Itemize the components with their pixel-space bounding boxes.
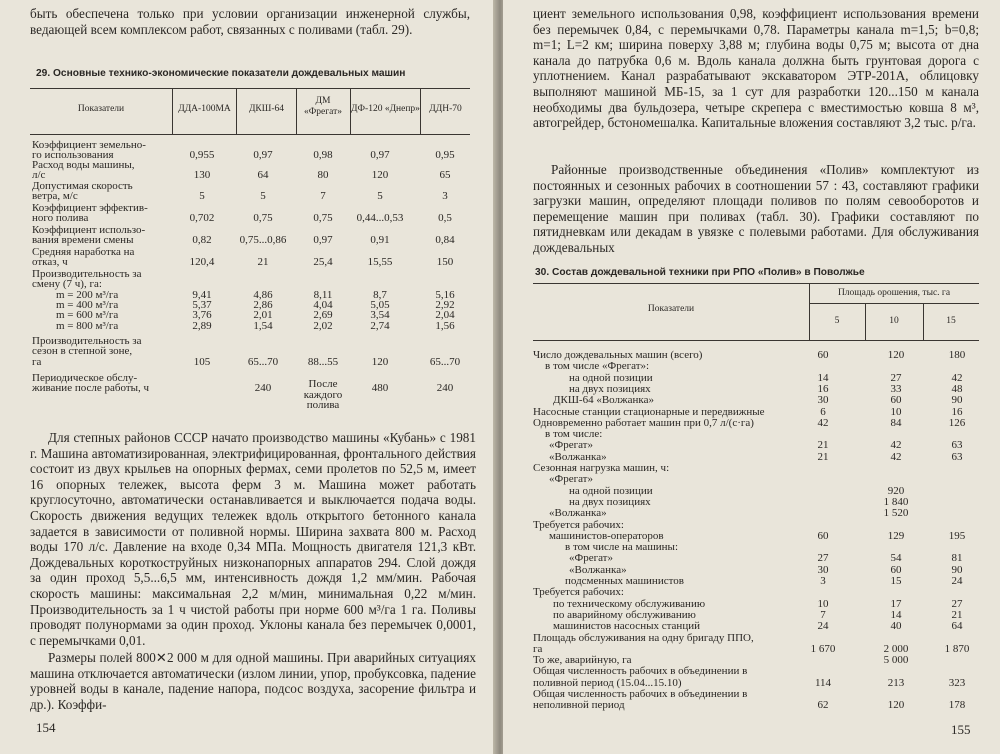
table-29-row-label: л/с <box>32 169 46 182</box>
page-number-right: 155 <box>951 722 971 737</box>
table-29-cell: 2,69 <box>313 309 333 321</box>
table-30-row-label: Одновременно работает машин при 0,7 л/(с·га) <box>533 416 754 429</box>
table-30-row-label: подсменных машинистов <box>565 575 684 587</box>
table-29-cell: 0,84 <box>435 234 455 247</box>
table-30-cell: 14 <box>817 371 829 384</box>
table-29-row-label: Допустимая скорость <box>32 180 133 192</box>
table-29-row-label: m = 800 м³/га <box>56 320 119 332</box>
table-30-row-label: Сезонная нагрузка машин, ч: <box>533 462 670 474</box>
table-29-cell: 0,82 <box>192 234 212 247</box>
table-29-cell: 120 <box>371 169 389 182</box>
table-29-row-label: Коэффициент эффектив- <box>32 202 148 214</box>
table-30-cell: 48 <box>951 382 963 395</box>
table-29-cell: 130 <box>193 169 211 182</box>
table-29-title: 29. Основные технико-экономические показатели дождевальных машин <box>36 68 406 79</box>
table-30-cell: 81 <box>951 552 963 565</box>
table-30-cell: 1 870 <box>944 642 970 655</box>
table-29-col-header: ДМ «Фрегат» <box>304 96 342 117</box>
table-30-cell: 120 <box>887 349 905 361</box>
table-29-row-label: Производительность за <box>32 335 142 347</box>
table-30-cell: 24 <box>951 575 963 587</box>
table-30-cell: 42 <box>817 416 829 429</box>
right-second-paragraph: Районные производственные объединения «Полив» комплектуют из постоянных и сезонных рабочих в соотношении 57 : 43, составляют графики загрузки машин, определяют площади поливов по полям севооборотов и перемещение машин при поливах (табл. 30). Графики составляют по пятидневкам или декадам в увязке с полевыми работами. Для обслуживания дождевальных <box>533 162 979 255</box>
table-30-row-label: «Фрегат» <box>549 439 593 452</box>
table-29-row-label: Расход воды машины, <box>32 159 135 171</box>
table-29-cell: 65...70 <box>429 355 461 368</box>
table-30-cell: 16 <box>951 405 963 418</box>
right-page <box>503 0 1000 754</box>
table-30-row-label: «Волжанка» <box>549 450 607 463</box>
table-30-row-label: на одной позиции <box>569 371 653 384</box>
table-30-header-rule <box>533 340 979 341</box>
table-30-row-label: Требуется рабочих: <box>533 586 624 599</box>
table-29-top-rule <box>30 88 470 89</box>
table-30-cell: 17 <box>890 597 902 610</box>
table-29-cell: 65 <box>439 169 451 182</box>
table-29-row-label: га <box>32 355 42 368</box>
table-29-cell: 1,56 <box>435 320 455 332</box>
table-30-row-label: То же, аварийную, га <box>533 654 632 667</box>
table-30-cell: 54 <box>890 552 902 565</box>
table-29-row-label: Периодическое обслу- <box>32 372 138 384</box>
table-30-row-label: Общая численность рабочих в объединении в <box>533 688 748 700</box>
table-29-cell: 4,86 <box>253 289 273 301</box>
table-30-cell: 10 <box>817 597 829 610</box>
table-30-row-label: в том числе «Фрегат»: <box>545 360 650 373</box>
table-30-title: 30. Состав дождевальной техники при РПО «Полив» в Поволжье <box>535 267 865 278</box>
table-29-cell: 240 <box>436 382 454 395</box>
table-29-header-param: Показатели <box>77 104 125 114</box>
table-29-cell: 120 <box>371 355 389 368</box>
table-29-cell: 21 <box>257 256 269 269</box>
table-29-row-label: m = 600 м³/га <box>56 309 119 321</box>
table-30-col-header: 5 <box>834 316 840 326</box>
table-30-row-label: на двух позициях <box>569 382 651 395</box>
table-30-row-label: в том числе на машины: <box>565 541 679 554</box>
left-top-text: быть обеспечена только при условии организации инженерной службы, ведающей всем комплексом работ, связанных с поливами (табл. 29). <box>30 6 470 37</box>
table-30-cell: 323 <box>948 676 966 689</box>
table-29-row-label: m = 400 м³/га <box>56 299 119 311</box>
table-30-row-label: машинистов насосных станций <box>553 620 700 633</box>
table-29-cell: 0,75 <box>313 212 333 225</box>
table-30-cell: 42 <box>890 439 902 452</box>
table-30-cell: 14 <box>890 608 902 621</box>
table-29-cell: 0,44...0,53 <box>356 212 404 225</box>
table-30-cell: 10 <box>890 405 902 418</box>
table-30-cell: 16 <box>817 382 829 395</box>
left-body-paragraph: Размеры полей 800✕2 000 м для одной машины. При аварийных ситуациях машина отключается автоматически (излом линии, упор, пробуксовка, падение уровней воды в канале, падение напора, подсос воздуха, засорение фильтра и др.). Коэффи- <box>30 650 476 712</box>
table-30-cell: 2 000 <box>883 642 909 655</box>
table-30-top-rule <box>533 283 979 284</box>
table-29-cell: 8,11 <box>313 289 333 301</box>
table-29-header-rule <box>30 134 470 135</box>
table-30-cell: 6 <box>820 405 826 418</box>
table-30-group-rule <box>809 303 979 304</box>
table-29-cell: 5 <box>260 190 266 203</box>
table-29-cell: 240 <box>254 382 272 395</box>
table-29-col-header: ДКШ-64 <box>248 104 285 114</box>
table-29-cell: 25,4 <box>313 256 333 269</box>
table-30-cell: 195 <box>948 529 966 542</box>
table-30-cell: 63 <box>951 439 963 452</box>
table-29-cell: 65...70 <box>247 355 279 368</box>
table-30-cell: 33 <box>890 382 902 395</box>
table-29-cell: 3 <box>442 190 448 203</box>
left-body-paragraph: Для степных районов СССР начато производство машины «Кубань» с 1981 г. Машина автоматизированная, электрифицированная, фронтального действия состоит из двух крыльев на опорных фермах, семи пролетов по 52,5 м, имеет 16 опорных тележек, высота ферм 3 м. Машина может работать круглосуточно, автоматически останавливается и выключается подача воды. Скорость движения ведущих тележек вдоль открытого бетонного канала задается в зависимости от поливной нормы. Ширина захвата 800 м. Расход воды 170 л/с. Давление на входе 0,34 МПа. Мощность двигателя 121,3 кВт. Дождевальных короткоструйных низконапорных аппаратов 294. Слой дождя за один проход 5,5...6,5 мм, интенсивность дождя 1,2 мм/мин. Рабочая скорость машины: максимальная 2,2 м/мин, минимальная 0,22 м/мин. Производительность за 1 ч чистой работы при норме 600 м³/га 1 га. Поливы проводят полунормами за один проход. Уклоны канала без перемычек 0,0001, с перемычками 0,01. <box>30 430 476 648</box>
table-30-row-label: машинистов-операторов <box>549 529 664 542</box>
table-30-cell: 129 <box>887 529 905 542</box>
table-29-cell: 0,75 <box>253 212 273 225</box>
table-30-cell: 27 <box>890 371 902 384</box>
table-29-cell: 0,97 <box>253 149 273 162</box>
table-30-row-label: «Фрегат» <box>569 552 613 565</box>
table-29-cell: 1,54 <box>253 320 273 332</box>
table-29-cell: 0,97 <box>313 234 333 247</box>
table-29-cell: После каждого полива <box>303 378 343 411</box>
right-top-text: циент земельного использования 0,98, коэффициент использования времени без перемычек 0,84, с перемычками 0,78. Параметры канала m=1,5; b=0,8; m=1; L=2 км; ширина поверху 3,88 м; глубина воды 0,75 м; высота от дна канала до патрубка 0,6 м. Вдоль канала должна быть грунтовая дорога с уплотнением. Канал разрабатывают экскаватором ЭТР-201А, облицовку выполняют машиной МБ-15, за 1 сут для разработки 120...150 м канала необходимы два бульдозера, четыре скрепера с вместимостью ковша 8 м³, автогрейдер, бстономешалка. Капитальные вложения составляют 3,2 тыс. р/га. <box>533 6 979 131</box>
table-29-cell: 15,55 <box>367 256 393 269</box>
table-29-cell: 150 <box>436 256 454 269</box>
table-30-cell: 60 <box>890 563 902 576</box>
table-30-row-label: на одной позиции <box>569 484 653 497</box>
table-29-cell: 5 <box>377 190 383 203</box>
table-30-row-label: «Волжанка» <box>569 563 627 576</box>
table-30-row-label: «Фрегат» <box>549 473 593 486</box>
table-29-cell: 0,702 <box>189 212 215 225</box>
table-30-cell: 64 <box>951 620 963 633</box>
table-29-row-label: ного полива <box>32 212 89 225</box>
table-29-cell: 88...55 <box>307 355 339 368</box>
table-29-cell: 2,92 <box>435 299 455 311</box>
table-29-cell: 3,54 <box>370 309 390 321</box>
table-30-row-label: по аварийному обслуживанию <box>553 608 696 621</box>
table-30-row-label: по техническому обслуживанию <box>553 597 706 610</box>
table-29-cell: 5,16 <box>435 289 455 301</box>
table-29-row-label: сезон в степной зоне, <box>32 345 133 358</box>
table-30-cell: 15 <box>890 575 902 587</box>
table-29-row-label: Средняя наработка на <box>32 246 135 258</box>
table-30-cell: 178 <box>948 699 966 712</box>
table-29-cell: 3,76 <box>192 309 212 321</box>
table-29-cell: 2,02 <box>313 320 333 332</box>
table-29-row-label: ветра, м/с <box>32 190 78 203</box>
table-30-row-label: Общая численность рабочих в объединении в <box>533 665 748 678</box>
table-30-row-label: га <box>533 642 543 655</box>
table-29-cell: 0,75...0,86 <box>239 234 287 247</box>
table-30-cell: 42 <box>951 371 963 384</box>
table-30-cell: 3 <box>820 575 826 587</box>
table-30-cell: 30 <box>817 563 829 576</box>
table-30-cell: 1 520 <box>883 507 909 520</box>
table-30-cell: 40 <box>890 620 902 633</box>
table-29-row-label: m = 200 м³/га <box>56 289 119 301</box>
table-30-cell: 1 840 <box>883 495 909 508</box>
table-30-cell: 180 <box>948 349 966 361</box>
table-29-cell: 4,04 <box>313 299 333 311</box>
table-30-cell: 90 <box>951 394 963 407</box>
table-29-cell: 120,4 <box>189 256 215 269</box>
table-30-row-label: Число дождевальных машин (всего) <box>533 349 703 361</box>
table-30-cell: 21 <box>817 450 829 463</box>
page-number-left: 154 <box>36 720 56 735</box>
table-30-row-label: неполивной период <box>533 699 625 712</box>
table-29-row-label: Коэффициент земельно- <box>32 139 146 151</box>
table-30-cell: 60 <box>817 349 829 361</box>
table-29-col-header: ДФ-120 «Днепр» <box>351 104 420 114</box>
table-30-col-header: 15 <box>946 316 956 326</box>
table-29-row-label: Производительность за <box>32 268 142 280</box>
table-30-row-label: на двух позициях <box>569 495 651 508</box>
table-29-row-label: Коэффициент использо- <box>32 224 146 236</box>
table-29-cell: 64 <box>257 169 269 182</box>
table-29-cell: 80 <box>317 169 329 182</box>
table-30-cell: 27 <box>951 597 963 610</box>
table-30-cell: 21 <box>817 439 829 452</box>
table-29-row-label: го использования <box>32 149 114 162</box>
table-30-cell: 24 <box>817 620 829 633</box>
table-30-cell: 920 <box>887 484 905 497</box>
table-29-row-label: вания времени смены <box>32 234 134 247</box>
table-29-cell: 105 <box>193 355 211 368</box>
table-29-cell: 0,98 <box>313 149 333 162</box>
table-30-header-group: Площадь орошения, тыс. га <box>837 288 951 298</box>
table-29-cell: 0,955 <box>189 149 215 162</box>
table-30-cell: 63 <box>951 450 963 463</box>
table-29-cell: 480 <box>371 382 389 395</box>
table-29-cell: 0,97 <box>370 149 390 162</box>
table-29-cell: 9,41 <box>192 289 212 301</box>
table-29-cell: 8,7 <box>373 289 387 301</box>
table-30-cell: 60 <box>817 529 829 542</box>
table-29-cell: 2,86 <box>253 299 273 311</box>
table-29-vrule <box>296 88 297 134</box>
table-29-col-header: ДДА-100МА <box>178 104 231 114</box>
table-29-cell: 2,01 <box>253 309 273 321</box>
table-30-cell: 120 <box>887 699 905 712</box>
table-29-col-header: ДДН-70 <box>429 104 462 114</box>
table-30-row-label: Площадь обслуживания на одну бригаду ППО, <box>533 631 754 644</box>
table-30-cell: 62 <box>817 699 829 712</box>
table-30-header-param: Показатели <box>647 304 695 314</box>
table-29-row-label: смену (7 ч), га: <box>32 278 102 291</box>
table-30-row-label: Требуется рабочих: <box>533 518 624 531</box>
table-30-cell: 1 670 <box>810 642 836 655</box>
table-29-cell: 5,05 <box>370 299 390 311</box>
table-30-col-header: 10 <box>889 316 899 326</box>
table-30-cell: 30 <box>817 394 829 407</box>
table-30-cell: 21 <box>951 608 963 621</box>
table-30-row-label: Насосные станции стационарные и передвижные <box>533 405 765 418</box>
table-30-cell: 5 000 <box>883 654 909 667</box>
table-29-cell: 7 <box>320 190 326 203</box>
table-29-cell: 0,5 <box>438 212 452 225</box>
table-29-cell: 2,04 <box>435 309 455 321</box>
table-29-cell: 5,37 <box>192 299 212 311</box>
table-29-cell: 0,91 <box>370 234 390 247</box>
table-29-cell: 2,74 <box>370 320 390 332</box>
table-30-cell: 60 <box>890 394 902 407</box>
table-29-row-label: живание после работы, ч <box>32 382 150 395</box>
table-30-row-label: «Волжанка» <box>549 507 607 520</box>
table-30-cell: 42 <box>890 450 902 463</box>
table-30-cell: 90 <box>951 563 963 576</box>
table-29-row-label: отказ, ч <box>32 256 68 269</box>
table-29-cell: 2,89 <box>192 320 212 332</box>
left-page <box>0 0 497 754</box>
table-30-cell: 27 <box>817 552 829 565</box>
table-29-cell: 5 <box>199 190 205 203</box>
table-30-cell: 84 <box>890 416 902 429</box>
table-30-cell: 126 <box>948 416 966 429</box>
table-30-row-label: в том числе: <box>545 428 603 441</box>
table-30-cell: 213 <box>887 676 905 689</box>
table-30-cell: 7 <box>820 608 826 621</box>
table-30-row-label: ДКШ-64 «Волжанка» <box>553 394 654 407</box>
table-29-cell: 0,95 <box>435 149 455 162</box>
table-30-row-label: поливной период (15.04...15.10) <box>533 676 682 689</box>
table-30-cell: 114 <box>814 676 832 689</box>
